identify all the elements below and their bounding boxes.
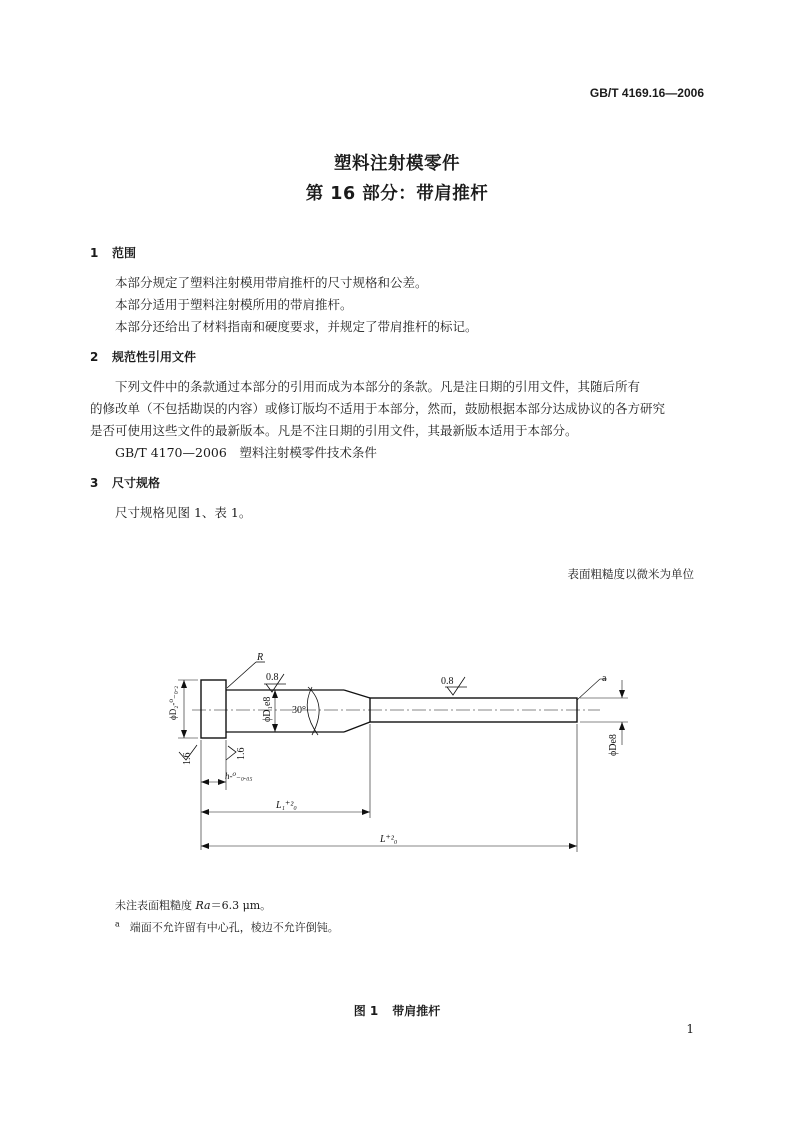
footnote-text: 端面不允许留有中心孔，棱边不允许倒钝。 <box>129 921 339 934</box>
d1-dimension-label: ϕD₁e8 <box>262 696 273 722</box>
section-title: 范围 <box>112 246 137 260</box>
standard-number: GB/T 4169.16—2006 <box>589 86 704 100</box>
section-number: 2 <box>90 350 99 364</box>
paragraph: 是否可使用这些文件的最新版本。凡是不注日期的引用文件，其最新版本适用于本部分。 <box>90 423 578 438</box>
d2-dimension-label: ϕD₂-⁰₋₀.₂ <box>168 685 178 720</box>
reference-item: GB/T 4170—2006 塑料注射模零件技术条件 <box>115 445 377 460</box>
l-dimension-label: L⁺²₀ <box>380 834 398 845</box>
roughness-label: 1.6 <box>182 752 193 765</box>
paragraph: 下列文件中的条款通过本部分的引用而成为本部分的条款。凡是注日期的引用文件，其随后所有 <box>115 379 641 394</box>
section-title: 规范性引用文件 <box>112 350 197 364</box>
section-number: 3 <box>90 476 99 490</box>
page-number: 1 <box>686 1022 694 1036</box>
ra-symbol: Ra <box>195 899 211 912</box>
section-title: 尺寸规格 <box>112 476 161 490</box>
roughness-label: 0.8 <box>441 676 454 687</box>
paragraph: 本部分适用于塑料注射模所用的带肩推杆。 <box>115 297 353 312</box>
paragraph: 本部分规定了塑料注射模用带肩推杆的尺寸规格和公差。 <box>115 275 428 290</box>
section-number: 1 <box>90 246 99 260</box>
figure-caption <box>0 1002 794 1019</box>
note-a-mark: a <box>602 673 607 684</box>
paragraph: 的修改单（不包括勘误的内容）或修订版均不适用于本部分，然而，鼓励根据本部分达成协议的各方研究 <box>90 401 666 416</box>
roughness-label: 1.6 <box>236 747 247 760</box>
roughness-label: 0.8 <box>266 672 279 683</box>
figure-number: 图 1 <box>353 1004 379 1018</box>
footnote-text: 未注表面粗糙度 <box>115 899 196 912</box>
document-subtitle: 第 16 部分：带肩推杆 <box>305 184 489 204</box>
l1-dimension-label: L₁⁺²₀ <box>276 800 297 811</box>
figure-title: 带肩推杆 <box>392 1004 441 1018</box>
figure-unit-note: 表面粗糙度以微米为单位 <box>567 567 694 581</box>
footnote-value: ＝6.3 μm。 <box>210 899 272 912</box>
paragraph: 本部分还给出了材料指南和硬度要求，并规定了带肩推杆的标记。 <box>115 319 478 334</box>
footnote-mark: a <box>115 919 120 929</box>
paragraph: 尺寸规格见图 1、表 1。 <box>115 505 252 520</box>
radius-label: R <box>257 652 264 663</box>
h-dimension-label: h-⁰₋₀.₀₅ <box>225 771 253 781</box>
document-title: 塑料注射模零件 <box>334 154 460 174</box>
roughness-footnote <box>115 897 271 913</box>
d-dimension-label: ϕDe8 <box>608 734 619 756</box>
pin-head <box>201 680 226 738</box>
angle-label: 30° <box>292 705 306 716</box>
note-a-footnote <box>115 919 339 935</box>
